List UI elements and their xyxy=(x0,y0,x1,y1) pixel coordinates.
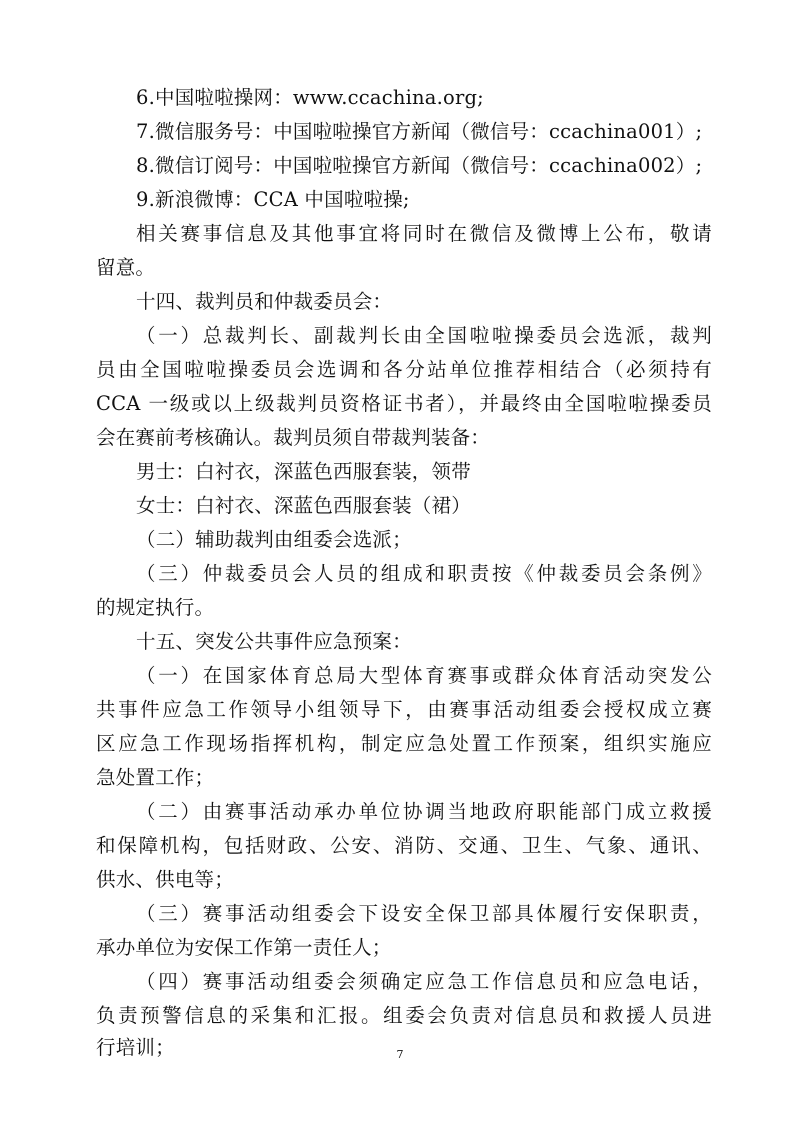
text-line: （二）由赛事活动承办单位协调当地政府职能部门成立救援 xyxy=(136,800,712,823)
text-line: 和保障机构，包括财政、公安、消防、交通、卫生、气象、通讯、 xyxy=(96,834,712,857)
text-line: 负责预警信息的采集和汇报。组委会负责对信息员和救援人员进 xyxy=(96,1004,712,1027)
text-line: （三）赛事活动组委会下设安全保卫部具体履行安保职责， xyxy=(136,902,712,925)
text-line: 急处置工作； xyxy=(96,766,215,789)
text-line: 男士：白衬衣，深蓝色西服套装，领带 xyxy=(136,460,471,483)
text-line: 的规定执行。 xyxy=(96,596,215,619)
text-line: 区应急工作现场指挥机构，制定应急处置工作预案，组织实施应 xyxy=(96,732,712,755)
text-line: 9.新浪微博：CCA 中国啦啦操; xyxy=(136,188,410,211)
text-line: 会在赛前考核确认。裁判员须自带裁判装备： xyxy=(96,426,491,449)
text-line: （三）仲裁委员会人员的组成和职责按《仲裁委员会条例》 xyxy=(136,562,712,585)
text-line: CCA 一级或以上级裁判员资格证书者），并最终由全国啦啦操委员 xyxy=(96,392,712,415)
text-line: 承办单位为安保工作第一责任人； xyxy=(96,936,392,959)
section-heading: 十五、突发公共事件应急预案： xyxy=(136,630,412,653)
text-line: 员由全国啦啦操委员会选调和各分站单位推荐相结合（必须持有 xyxy=(96,358,712,381)
text-line: （一）总裁判长、副裁判长由全国啦啦操委员会选派，裁判 xyxy=(136,324,712,347)
text-line: 女士：白衬衣、深蓝色西服套装（裙） xyxy=(136,494,471,517)
text-line: 6.中国啦啦操网：www.ccachina.org; xyxy=(136,86,484,109)
text-line: 留意。 xyxy=(96,256,156,279)
text-line: 相关赛事信息及其他事宜将同时在微信及微博上公布，敬请 xyxy=(136,222,712,245)
text-line: （四）赛事活动组委会须确定应急工作信息员和应急电话， xyxy=(136,970,712,993)
section-heading: 十四、裁判员和仲裁委员会： xyxy=(136,290,393,313)
text-line: 共事件应急工作领导小组领导下，由赛事活动组委会授权成立赛 xyxy=(96,698,712,721)
text-line: （二）辅助裁判由组委会选派； xyxy=(136,528,412,551)
text-line: 7.微信服务号：中国啦啦操官方新闻（微信号：ccachina001）; xyxy=(136,120,703,143)
text-line: 8.微信订阅号：中国啦啦操官方新闻（微信号：ccachina002）; xyxy=(136,154,703,177)
text-line: 行培训； xyxy=(96,1036,175,1059)
text-line: 供水、供电等； xyxy=(96,868,234,891)
text-line: （一）在国家体育总局大型体育赛事或群众体育活动突发公 xyxy=(136,664,712,687)
page-number: 7 xyxy=(396,1048,404,1061)
